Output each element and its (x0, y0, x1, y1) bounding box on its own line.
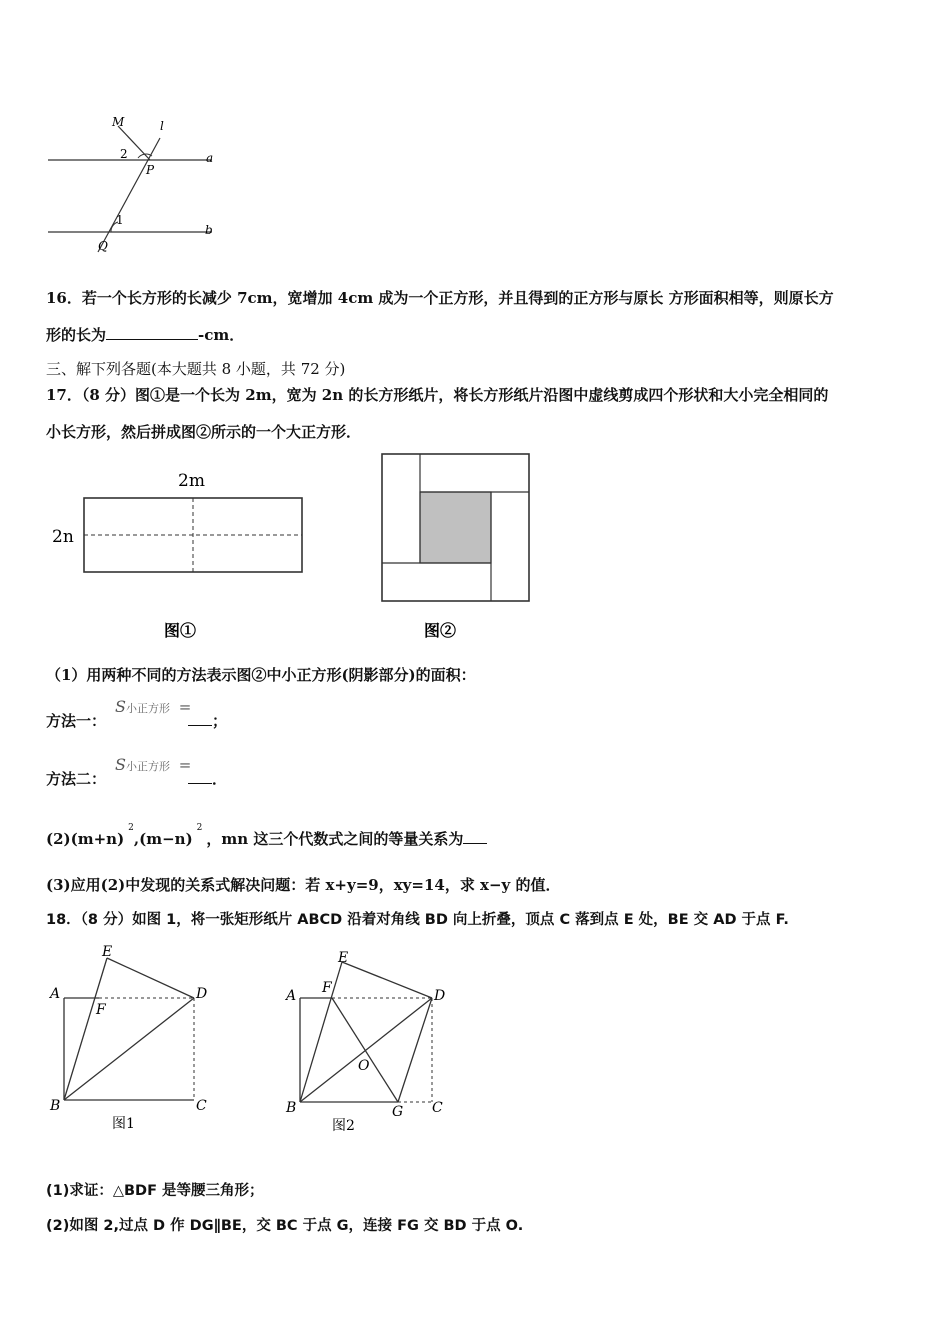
part2-sup-b: 2 (196, 823, 203, 833)
f1-label-B: B (50, 1098, 61, 1114)
f2-label-G: G (392, 1104, 404, 1120)
method1-answer (188, 710, 227, 731)
q18-figure-2 (280, 942, 510, 1132)
method2-label: 方法二： (46, 770, 107, 788)
q17-part1: （1）用两种不同的方法表示图②中小正方形(阴影部分)的面积： (46, 666, 476, 684)
q18-part2: (2)如图 2,过点 D 作 DG∥BE，交 BC 于点 G，连接 FG 交 BD 于点 O. (46, 1218, 524, 1234)
f2-caption: 图2 (332, 1118, 355, 1134)
f2-label-B: B (286, 1100, 297, 1116)
q18-part1: (1)求证：△BDF 是等腰三角形； (46, 1183, 264, 1199)
part2-expr-b: ,(m−n) (133, 830, 193, 848)
label-a: a (206, 151, 214, 165)
fig1-caption: 图① (164, 621, 197, 640)
method1-S: S (115, 697, 126, 716)
f2-label-C: C (432, 1100, 443, 1116)
section3-heading: 三、解下列各题(本大题共 8 小题，共 72 分) (46, 360, 346, 378)
method2-S-sub: 小正方形 (125, 760, 170, 773)
parallel-lines-figure (40, 112, 240, 252)
q18-line1: 18．（8 分）如图 1，将一张矩形纸片 ABCD 沿着对角线 BD 向上折叠，顶点 C 落到点 E 处，BE 交 AD 于点 F. (46, 912, 789, 928)
part2-expr-a: (2)(m+n) (46, 830, 125, 848)
q17-line1: 17．（8 分）图①是一个长为 2m，宽为 2n 的长方形纸片，将长方形纸片沿图中虚线剪成四个形状和大小完全相同的 (46, 386, 829, 404)
q16-line2 (46, 324, 244, 345)
q17-part2 (46, 823, 487, 849)
method2-answer-blank[interactable] (188, 783, 212, 784)
q16-line2-prefix: 形的长为 (46, 326, 107, 344)
f2-label-E: E (338, 950, 349, 966)
q16-line1: 16．若一个长方形的长减少 7cm，宽增加 4cm 成为一个正方形，并且得到的正方形与原长 方形面积相等，则原长方 (46, 289, 834, 307)
label-l: l (160, 119, 164, 133)
label-M: M (112, 115, 125, 129)
method2-end: ． (212, 770, 228, 788)
method2-expression (115, 755, 191, 774)
f1-label-F: F (96, 1002, 106, 1018)
fig2-caption: 图② (424, 621, 457, 640)
method1-end: ； (212, 712, 228, 730)
method1-answer-blank[interactable] (188, 725, 212, 726)
q17-figure-2 (376, 450, 546, 640)
method1-S-sub: 小正方形 (125, 702, 170, 715)
method1-label: 方法一： (46, 712, 107, 730)
q17-line2: 小长方形，然后拼成图②所示的一个大正方形． (46, 423, 362, 441)
fig1-top-label: 2m (178, 471, 205, 491)
q16-answer-blank[interactable] (106, 339, 198, 340)
f2-label-F: F (322, 980, 332, 996)
f1-label-E: E (102, 944, 113, 960)
f2-label-O: O (358, 1058, 370, 1074)
method2-answer (188, 768, 227, 789)
f2-label-A: A (286, 988, 297, 1004)
fig1-side-label: 2n (52, 527, 74, 547)
q17-part3: (3)应用(2)中发现的关系式解决问题：若 x+y=9，xy=14，求 x−y 的值． (46, 876, 561, 894)
label-angle1: 1 (116, 213, 124, 227)
f2-label-D: D (434, 988, 446, 1004)
f1-caption: 图1 (112, 1116, 135, 1132)
part2-answer-blank[interactable] (463, 843, 487, 844)
shaded-small-square (420, 492, 491, 563)
label-P: P (146, 163, 155, 177)
q18-figure-1 (44, 942, 274, 1132)
f1-label-C: C (196, 1098, 207, 1114)
label-b: b (205, 223, 213, 237)
method2-S: S (115, 755, 126, 774)
method1-expression (115, 697, 191, 716)
method1-equals: = (178, 698, 192, 716)
q16-line2-suffix: -cm． (198, 326, 245, 344)
q17-figure-1 (48, 466, 318, 646)
part2-expr-c: ，mn 这三个代数式之间的等量关系为 (206, 830, 464, 848)
part2-sup-a: 2 (128, 823, 134, 833)
label-Q: Q (98, 239, 108, 253)
f1-label-D: D (196, 986, 208, 1002)
f1-label-A: A (50, 986, 61, 1002)
method2-equals: = (178, 756, 192, 774)
label-angle2: 2 (120, 147, 128, 161)
